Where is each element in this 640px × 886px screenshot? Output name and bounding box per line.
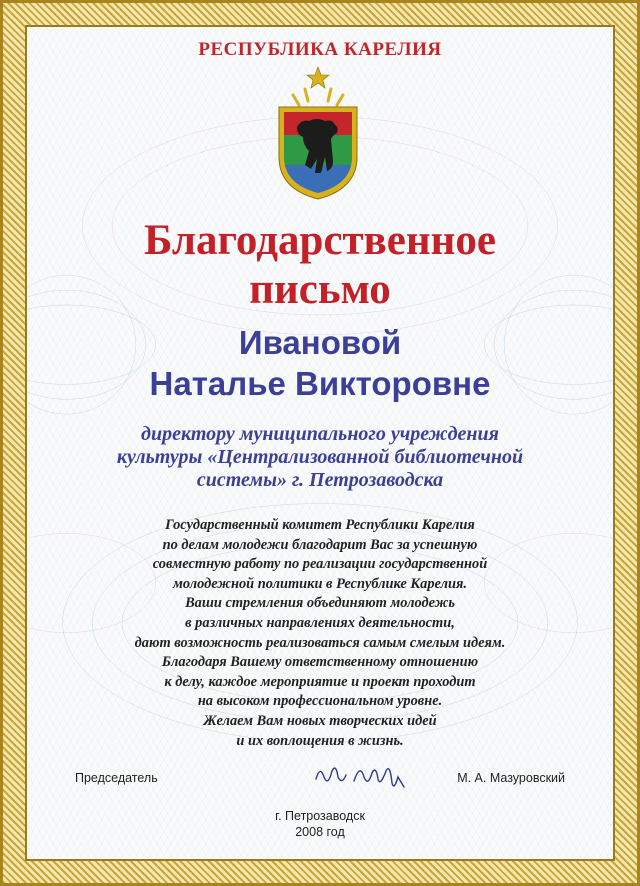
position-line: системы» г. Петрозаводска xyxy=(196,469,444,491)
body-line: Государственный комитет Республики Карелия xyxy=(165,517,475,533)
issue-year: 2008 год xyxy=(295,825,345,839)
issue-city: г. Петрозаводск xyxy=(275,809,365,823)
karelia-coat-of-arms-icon xyxy=(275,65,361,201)
title-line-2: письмо xyxy=(249,266,391,313)
body-line: Благодаря Вашему ответственному отношению xyxy=(161,654,479,671)
title-line-1: Благодарственное xyxy=(143,217,497,264)
recipient-given-names: Наталье Викторовне xyxy=(149,365,491,402)
body-line: молодежной политики в Республике Карелия. xyxy=(173,575,467,592)
republic-heading: РЕСПУБЛИКА КАРЕЛИЯ xyxy=(198,39,442,60)
body-line: и их воплощения в жизнь. xyxy=(236,732,404,749)
handwritten-signature xyxy=(310,757,410,793)
body-line: Ваши стремления объединяют молодежь xyxy=(185,595,455,612)
signatory-role: Председатель xyxy=(75,771,158,785)
body-line: к делу, каждое мероприятие и проект проходит xyxy=(164,673,476,690)
body-line: в различных направлениях деятельности, xyxy=(185,614,455,631)
body-line: по делам молодежи благодарит Вас за успешную xyxy=(162,536,478,553)
body-line: дают возможность реализоваться самым смелым идеям. xyxy=(134,634,506,651)
position-line: директору муниципального учреждения xyxy=(141,423,499,445)
body-line: Желаем Вам новых творческих идей xyxy=(203,712,437,729)
recipient-position xyxy=(63,423,577,492)
body-line: на высоком профессиональном уровне. xyxy=(197,693,443,710)
body-line: совместную работу по реализации государственной xyxy=(152,556,488,573)
recipient-surname: Ивановой xyxy=(238,324,402,361)
signatory-name: М. А. Мазуровский xyxy=(457,771,565,785)
letter-body xyxy=(63,516,577,751)
position-line: культуры «Централизованной библиотечной xyxy=(116,446,524,468)
